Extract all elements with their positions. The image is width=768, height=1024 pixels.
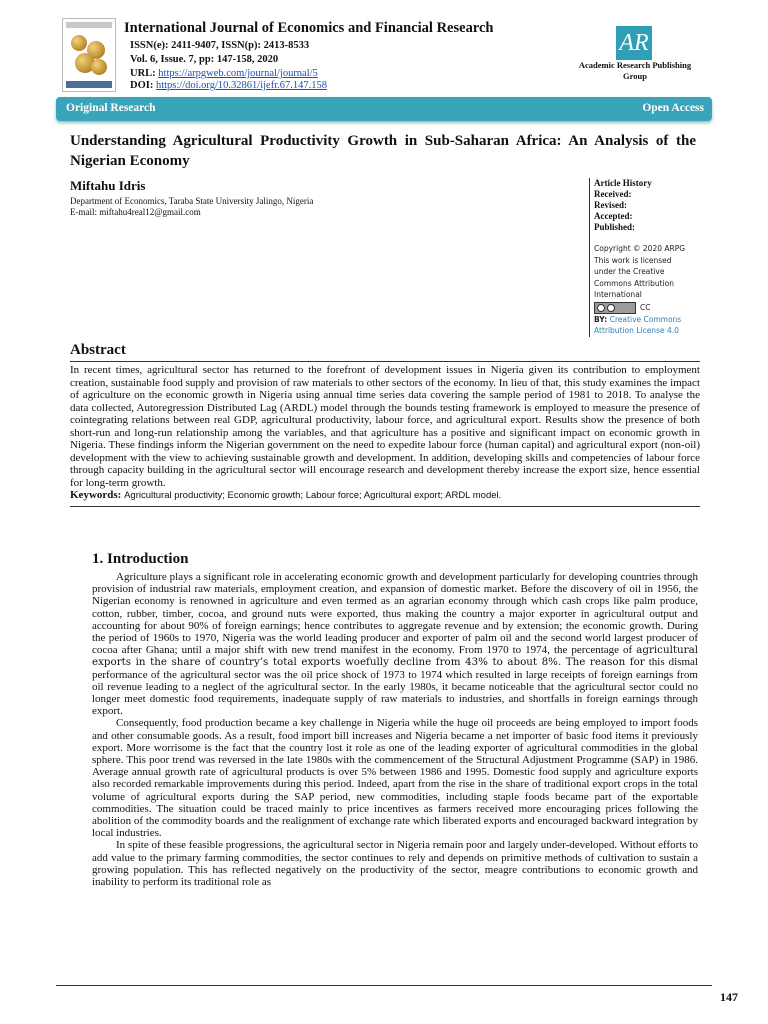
- article-history: [594, 178, 712, 233]
- article-sidebar: [589, 178, 712, 337]
- license-link-2[interactable]: Attribution License 4.0: [594, 326, 679, 335]
- original-research-label: Original Research: [66, 102, 156, 114]
- publisher-name-line1: Academic Research Publishing: [578, 60, 692, 70]
- intro-p1-part-b: this dismal performance of the agricultural sector was the oil price shock of 1973 to 1974 which resulted in large receipts of foreign earnings from oil revenue leading to a neglect of the agricultural sector. In the early 1980s, it became noticeable that the agricultural sector could no longer meet domestic food requirements, inadequate supply of raw materials to industries, and shortfalls in foreign earnings through export.: [92, 656, 698, 718]
- affiliation-text: Department of Economics, Taraba State University Jalingo, Nigeria: [70, 196, 314, 206]
- doi-label: DOI:: [130, 80, 154, 91]
- copyright-line-5: International: [594, 290, 642, 299]
- journal-cover-image: [62, 18, 116, 92]
- abstract-section: [70, 361, 700, 507]
- intro-paragraph-2: Consequently, food production became a key challenge in Nigeria while the huge oil proceeds are being employed to import foods and other consumable goods. As a result, food import bill increases and Nigeria became a net importer of basic food items it previously export. More worrisome is the fact that the country lost it role as one of the leading exporter of agricultural commodities in the global sphere. This poor trend was reversed in the late 1980s with the commencement of the Structural Adjustment Programme (SAP) in 1986. Average annual growth rate of agricultural products is over 5% between 1986 and 1995. Domestic food supply and agriculture exports also recorded remarkable improvements during this period. Indeed, apart from the rise in the share of traditional export crops in the total volume of agricultural exports during the SAP period, new commodities, including staple foods became part of the exportable commodities. The situation could be traced mainly to price incentives as farmers received more encouraging prices following the abolition of the commodity boards and the realignment of exchange rate which liberated exports and encouraged backward integration by local industries.: [92, 717, 698, 840]
- introduction-heading: 1. Introduction: [92, 551, 189, 567]
- introduction-body: [92, 571, 698, 888]
- author-name: Miftahu Idris: [70, 178, 146, 193]
- history-title: Article History: [594, 178, 652, 188]
- abstract-heading: Abstract: [70, 342, 126, 358]
- volume-info: Vol. 6, Issue. 7, pp: 147-158, 2020: [130, 54, 279, 65]
- article-title: Understanding Agricultural Productivity Growth in Sub-Saharan Africa: An Analysis of the Nigerian Economy: [70, 133, 696, 169]
- issn: ISSN(e): 2411-9407, ISSN(p): 2413-8533: [130, 40, 310, 51]
- intro-paragraph-3: In spite of these feasible progressions, the agricultural sector in Nigeria remain poor and largely under-developed. Without efforts to add value to the primary farming commodities, the sector continues to rely and depends on primitive methods of cultivation to sustain a growing population. This has reflected negatively on the productivity of the sector, meagre contributions to economic growth and inability to perform its traditional role as: [92, 839, 698, 889]
- copyright-line-3: under the Creative: [594, 267, 665, 276]
- doi-link[interactable]: https://doi.org/10.32861/ijefr.67.147.158: [155, 80, 327, 91]
- published-label: Published:: [594, 222, 636, 232]
- open-access-label: Open Access: [642, 102, 704, 114]
- copyright-line-4: Commons Attribution: [594, 278, 674, 288]
- license-line: [594, 314, 712, 326]
- url-label: URL:: [130, 68, 156, 79]
- article-type-banner: [56, 97, 712, 121]
- keywords-text: Agricultural productivity; Economic growth; Labour force; Agricultural export; ARDL model.: [124, 490, 502, 501]
- abstract-text: In recent times, agricultural sector has returned to the forefront of development issues in Nigeria given its contribution to employment creation, sustainable food supply and provision of raw materials to other sectors of the economy. In lieu of that, this study examines the impact of agriculture on the economic growth in Nigeria using annual time series data covering the sample period of 1981 to 2018. To analyse the data collected, Autoregression Distributed Lag (ARDL) model through the bounds testing framework is employed to measure the presence of cointegrating relations between real GDP, agricultural productivity, labour force, and agricultural export. Results show the presence of both short-run and long-run relationship among the variables, and that agriculture has a positive and significant impact on economic growth in Nigeria. These findings inform the Nigerian government on the need to expedite labour force (human capital) and agricultural export (non-oil) development with the view to achieving sustainable growth and development. In addition, developing skills and competencies of labour force through capacity building in the agricultural sector will encourage research and development thereby increase the export size, hence essential for long-term growth.: [70, 364, 700, 489]
- author-email: E-mail: miftahu4real12@gmail.com: [70, 207, 201, 217]
- by-label: BY:: [594, 314, 610, 324]
- publisher-logo: AR: [616, 26, 652, 60]
- keywords-line: [70, 489, 700, 503]
- received-label: Received:: [594, 189, 632, 199]
- journal-header: [62, 16, 712, 96]
- license-info: [594, 243, 712, 337]
- cc-by-icon[interactable]: [594, 302, 636, 314]
- intro-paragraph-1: [92, 571, 698, 717]
- revised-label: Revised:: [594, 200, 627, 210]
- publisher-name: [560, 60, 710, 82]
- doi-line: [130, 80, 327, 91]
- publisher-name-line2: Group: [623, 71, 647, 81]
- journal-url-link[interactable]: https://arpgweb.com/journal/journal/5: [158, 68, 318, 79]
- intro-p1-highlight: agricultural exports in the share of country’s total exports woefully decline from 43% to about 8%. The reason for: [92, 644, 698, 669]
- copyright-line-2: This work is licensed: [594, 255, 672, 265]
- intro-p1-part-a: Agriculture plays a significant role in accelerating economic growth and development particularly for developing countries through provision of industrial raw materials, employment creation, and expansion of domestic market. Before the discovery of oil in 1956, the Nigerian economy is renowned in agriculture and even termed as an agrarian economy through which cash crops like palm produce, cotton, rubber, timber, cocoa, and ground nuts were exported, thus making the country a major exporter in agricultural output and accounting for about 90% of foreign earnings; hence contributes to aggregate revenue and by extension; the economic growth. During the period of 1960s to 1970, Nigeria was the world leading producer and exporter of palm oil and the second world largest producer of cocoa after Ghana; until a major shift with new trend manifest in the economy. From 1970 to 1974, the percentage of: [92, 571, 698, 657]
- accepted-label: Accepted:: [594, 211, 633, 221]
- license-link-1[interactable]: Creative Commons: [609, 314, 682, 324]
- copyright-line-1: Copyright © 2020 ARPG: [594, 244, 686, 253]
- cc-label: CC: [640, 302, 651, 312]
- keywords-label: Keywords:: [70, 489, 122, 501]
- author-affiliation: [70, 196, 313, 218]
- journal-title: International Journal of Economics and Financial Research: [124, 20, 494, 36]
- page-number: 147: [720, 990, 738, 1004]
- cc-badge-row: [594, 302, 712, 314]
- footer-rule: [56, 985, 712, 986]
- url-line: [130, 68, 318, 79]
